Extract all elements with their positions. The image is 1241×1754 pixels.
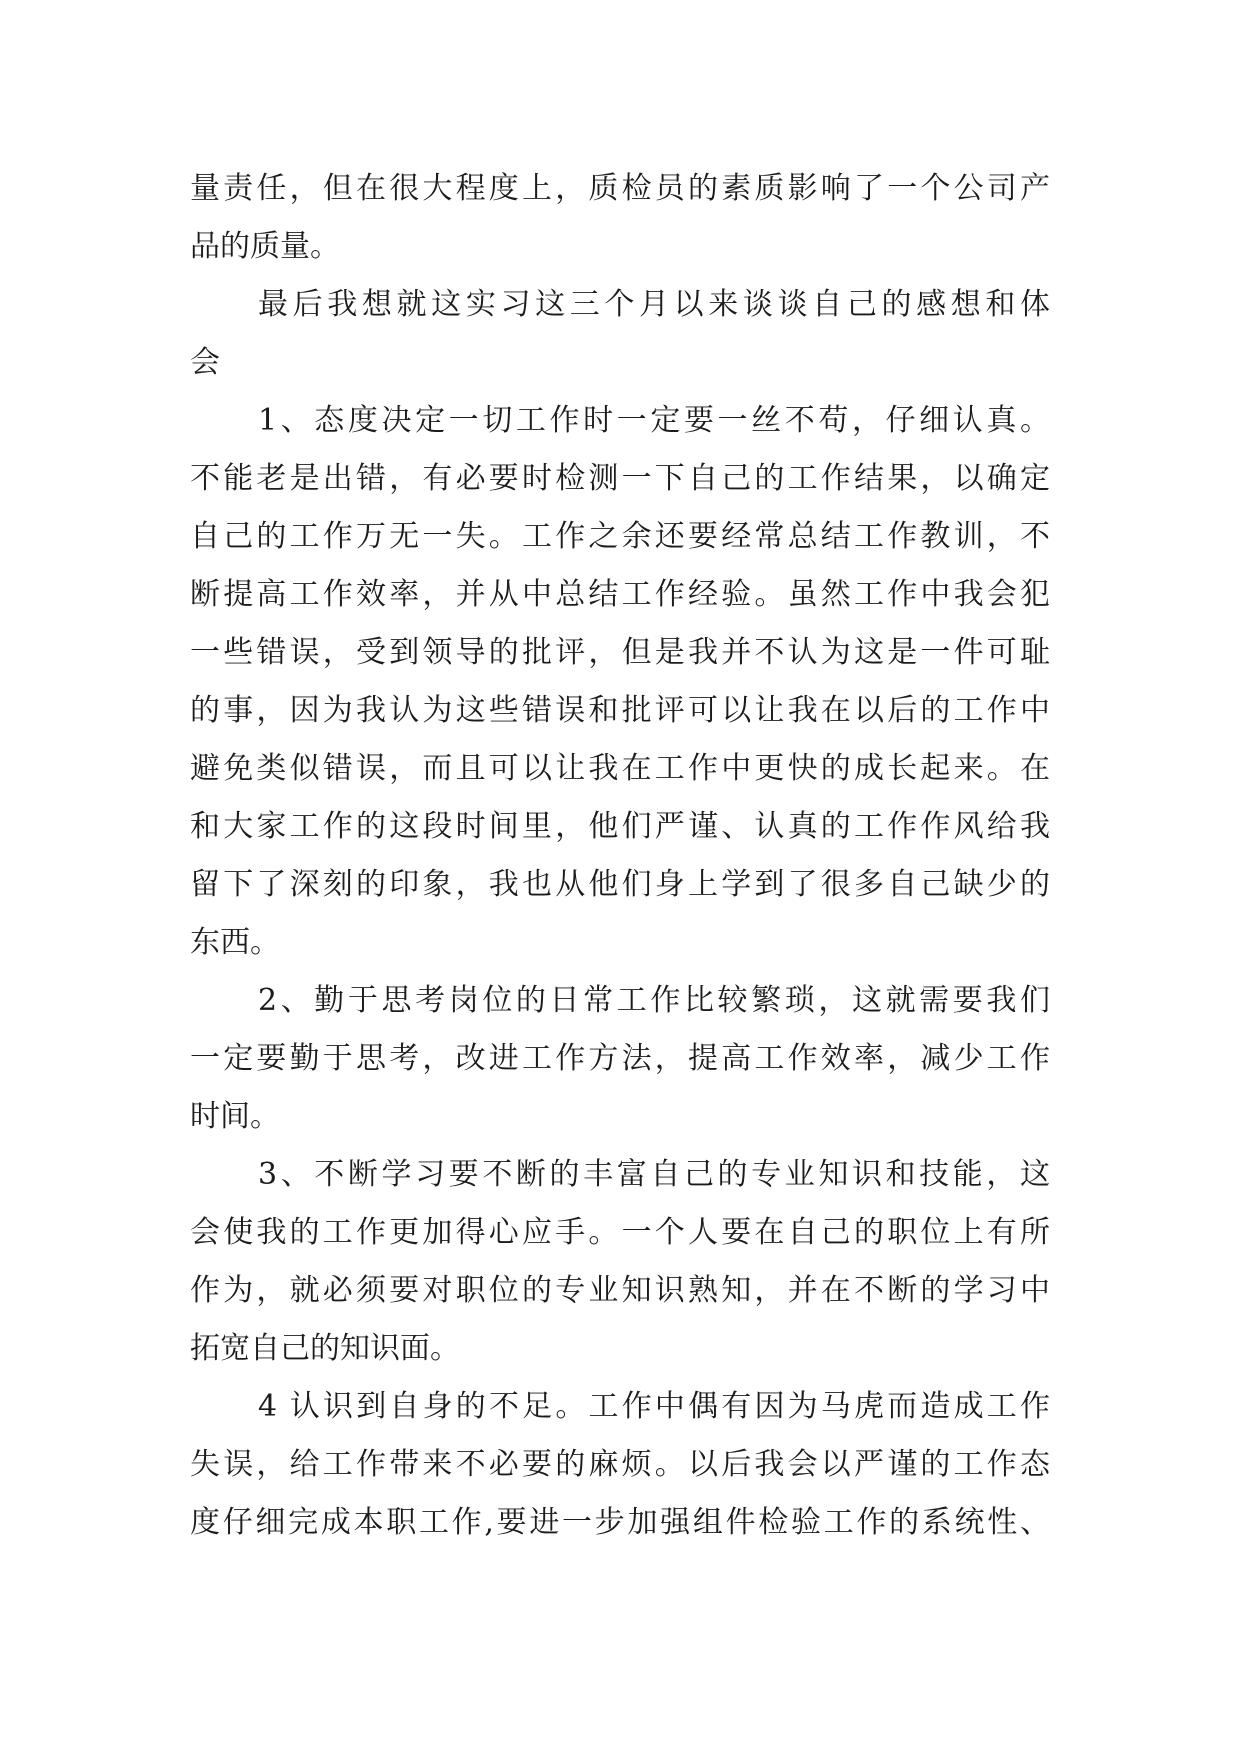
paragraph-point-4 xyxy=(190,1378,1050,1552)
text-line: 最后我想就这实习这三个月以来谈谈自己的感想和体 xyxy=(258,287,1050,322)
paragraph-point-3 xyxy=(190,1146,1050,1378)
text-line: 不能老是出错，有必要时检测一下自己的工作结果，以确定 xyxy=(190,461,1050,496)
text-line: 失误，给工作带来不必要的麻烦。以后我会以严谨的工作态 xyxy=(190,1447,1050,1482)
text-line: 4 认识到自身的不足。工作中偶有因为马虎而造成工作 xyxy=(258,1389,1050,1424)
text-line: 作为，就必须要对职位的专业知识熟知，并在不断的学习中 xyxy=(190,1273,1050,1308)
text-line: 和大家工作的这段时间里，他们严谨、认真的工作作风给我 xyxy=(190,809,1050,844)
text-line: 留下了深刻的印象，我也从他们身上学到了很多自己缺少的 xyxy=(190,867,1050,902)
text-line: 会 xyxy=(190,345,220,380)
text-line: 避免类似错误，而且可以让我在工作中更快的成长起来。在 xyxy=(190,751,1050,786)
text-line: 品的质量。 xyxy=(190,229,340,264)
text-line: 2、勤于思考岗位的日常工作比较繁琐，这就需要我们 xyxy=(258,983,1050,1018)
text-line: 1、态度决定一切工作时一定要一丝不苟，仔细认真。 xyxy=(258,403,1050,438)
text-line: 量责任，但在很大程度上，质检员的素质影响了一个公司产 xyxy=(190,171,1050,206)
text-line: 一定要勤于思考，改进工作方法，提高工作效率，减少工作 xyxy=(190,1041,1050,1076)
text-line: 东西。 xyxy=(190,925,280,960)
text-line: 自己的工作万无一失。工作之余还要经常总结工作教训，不 xyxy=(190,519,1050,554)
paragraph-reflection-intro xyxy=(190,276,1050,392)
paragraph-point-2 xyxy=(190,972,1050,1146)
text-line: 会使我的工作更加得心应手。一个人要在自己的职位上有所 xyxy=(190,1215,1050,1250)
text-line: 拓宽自己的知识面。 xyxy=(190,1331,460,1366)
text-line: 一些错误，受到领导的批评，但是我并不认为这是一件可耻 xyxy=(190,635,1050,670)
document-body xyxy=(190,160,1050,1552)
paragraph-quality-responsibility xyxy=(190,160,1050,276)
text-line: 度仔细完成本职工作,要进一步加强组件检验工作的系统性、 xyxy=(190,1505,1050,1540)
paragraph-point-1 xyxy=(190,392,1050,972)
text-line: 3、不断学习要不断的丰富自己的专业知识和技能，这 xyxy=(258,1157,1050,1192)
text-line: 断提高工作效率，并从中总结工作经验。虽然工作中我会犯 xyxy=(190,577,1050,612)
text-line: 的事，因为我认为这些错误和批评可以让我在以后的工作中 xyxy=(190,693,1050,728)
text-line: 时间。 xyxy=(190,1099,280,1134)
